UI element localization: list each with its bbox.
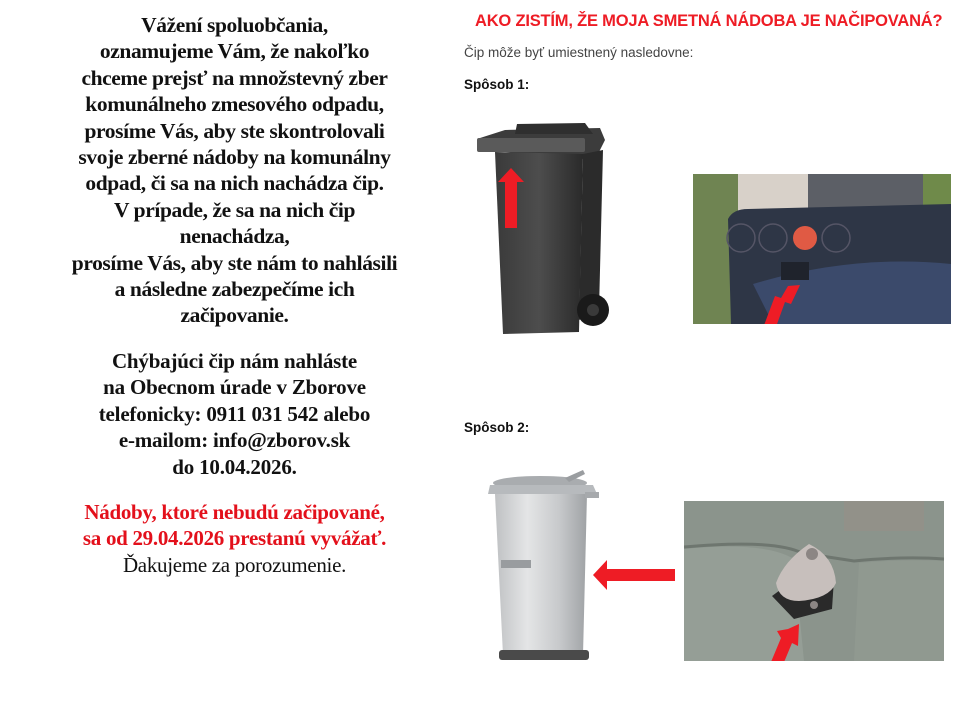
intro-line: a následne zabezpečíme ich <box>114 277 355 302</box>
chip-marker <box>793 226 817 250</box>
guide-subtitle: Čip môže byť umiestnený nasledovne: <box>464 45 694 60</box>
intro-line: Vážení spoluobčania, <box>141 13 328 37</box>
chip-under-rim-photo <box>693 174 951 324</box>
contact-phone: telefonicky: 0911 031 542 alebo <box>98 401 371 426</box>
warning-line: sa od 29.04.2026 prestanú vyvážať. <box>82 526 387 551</box>
contact-deadline: do 10.04.2026. <box>172 454 297 479</box>
intro-line: komunálneho zmesového odpadu, <box>85 92 384 117</box>
method-2-label: Spôsob 2: <box>464 420 530 435</box>
contact-line: Chýbajúci čip nám nahláste <box>111 348 358 373</box>
intro-line: odpad, či sa na nich nachádza čip. <box>85 171 384 196</box>
thanks-line: Ďakujeme za porozumenie. <box>122 552 347 577</box>
intro-line: prosíme Vás, aby ste nám to nahlásili <box>71 250 398 275</box>
red-arrow-left-icon <box>593 560 675 590</box>
contact-email: e-mailom: info@zborov.sk <box>118 428 351 453</box>
chip-on-wall-photo <box>684 501 944 661</box>
contact-paragraph <box>22 348 447 480</box>
intro-line: oznamujeme Vám, že nakoľko <box>99 39 370 64</box>
intro-line: svoje zberné nádoby na komunálny <box>78 145 391 170</box>
metal-bin-image <box>485 470 685 680</box>
chip-guide <box>460 0 960 720</box>
intro-line: prosíme Vás, aby ste skontrolovali <box>84 118 385 143</box>
intro-line: V prípade, že sa na nich čip <box>113 197 356 222</box>
intro-paragraph <box>22 12 447 329</box>
notice-text-column <box>22 12 447 578</box>
plastic-bin-image <box>475 120 615 345</box>
guide-title: AKO ZISTÍM, ŽE MOJA SMETNÁ NÁDOBA JE NAČIPOVANÁ? <box>475 12 943 30</box>
method-1-label: Spôsob 1: <box>464 77 530 92</box>
intro-line: nenachádza, <box>179 224 290 249</box>
warning-paragraph <box>22 499 447 578</box>
intro-line: chceme prejsť na množstevný zber <box>81 65 388 90</box>
intro-line: začipovanie. <box>180 303 289 328</box>
contact-line: na Obecnom úrade v Zborove <box>103 375 366 400</box>
warning-line: Nádoby, ktoré nebudú začipované, <box>84 499 385 524</box>
